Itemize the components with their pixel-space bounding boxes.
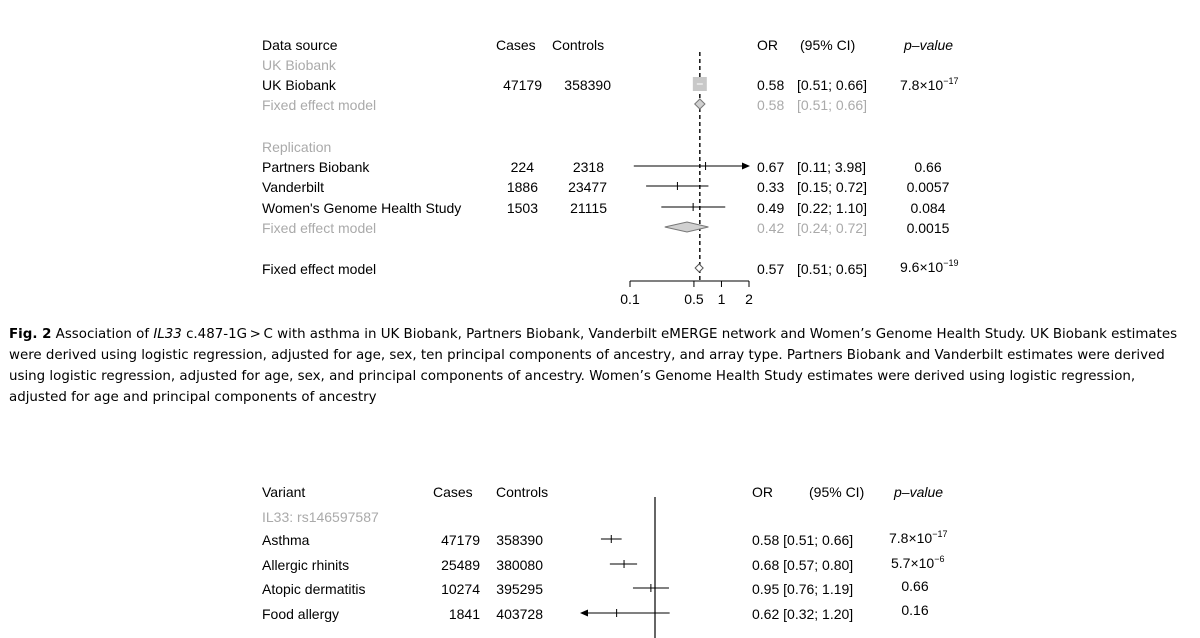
row-cases: 1503 [506,200,538,216]
header-cases: Cases [496,37,536,53]
row-p-value: $5.7\times 10^{-6}$ [891,554,945,571]
row-label: Fixed effect model [262,261,377,277]
summary-diamond [665,222,709,232]
row-p-value: $7.8\times 10^{-17}$ [889,529,948,546]
header-controls: Controls [552,37,605,53]
row-or: 0.33 [757,179,785,195]
caption-part1: Association of [55,327,150,342]
row-controls: 358390 [564,77,611,93]
row-controls: 21115 [570,200,607,216]
section-title-replication: Replication [262,139,332,155]
row-cases: 224 [510,159,534,175]
row-ci: [0.11; 3.98] [797,159,867,175]
row-cases: 10274 [441,581,480,597]
row-cases: 47179 [503,77,542,93]
row-label: Fixed effect model [262,220,377,236]
x-tick-label: 1 [717,291,726,307]
x-tick-label: 0.1 [620,291,640,307]
row-cases: 1841 [448,606,480,622]
row-cases: 47179 [441,532,480,548]
header-controls: Controls [496,484,549,500]
row-label: Allergic rhinits [262,557,350,573]
row-p-value: 0.66 [901,578,929,594]
summary-diamond [695,264,703,272]
row-ci: [0.15; 0.72] [797,179,868,195]
row-ci: [0.57; 0.80] [783,557,854,573]
caption-fig-label: Fig. 2 [9,327,52,342]
row-or: 0.58 [757,97,785,113]
row-p-value: 0.16 [901,602,929,618]
header-ci: (95% CI) [800,37,856,53]
row-or: 0.57 [757,261,785,277]
row-ci: [0.51; 0.66] [783,532,854,548]
row-or: 0.58 [752,532,780,548]
ci-arrow-right [742,163,750,170]
row-or: 0.68 [752,557,780,573]
row-p-value: 0.084 [910,200,946,216]
header-p-value: p–value [904,37,954,53]
row-p-value: 0.66 [914,159,942,175]
row-p-value: 0.0015 [906,220,950,236]
row-label: Vanderbilt [262,179,325,195]
caption-gene: IL33 [153,327,182,342]
x-tick-label: 2 [745,291,753,307]
section-title-il33: IL33: rs146597587 [262,509,379,525]
caption-part2: c.487-1G > C with asthma in UK Biobank, Partners Biobank, Vanderbilt eMERGE network and Women’s Genome Health Study. UK Biobank estimates were derived using logistic regression, adjusted for age, sex, ten principal components of ancestry, and array type. Partners Biobank and Vanderbilt estimates were derived using logistic regression, adjusted for age, sex, and principal components of ancestry. Women’s Genome Health Study estimates were derived using logistic regression, adjusted for age and principal components of ancestry [9,327,1178,405]
row-label: Fixed effect model [262,97,377,113]
row-p-value: $9.6\times 10^{-19}$ [900,258,959,275]
row-label: Partners Biobank [262,159,370,175]
summary-diamond [695,99,705,109]
row-controls: 358390 [496,532,543,548]
row-controls: 395295 [496,581,543,597]
ci-arrow-left [580,610,588,617]
header-cases: Cases [433,484,473,500]
row-controls: 403728 [496,606,543,622]
header-variant: Variant [262,484,306,500]
header-or: OR [757,37,778,53]
row-p-value: 0.0057 [906,179,950,195]
row-ci: [0.51; 0.66] [797,77,868,93]
row-label: Asthma [262,532,310,548]
row-ci: [0.24; 0.72] [797,220,868,236]
row-ci: [0.51; 0.65] [797,261,868,277]
row-ci: [0.51; 0.66] [797,97,868,113]
row-or: 0.95 [752,581,780,597]
row-cases: 25489 [441,557,480,573]
header-p-value: p–value [894,484,944,500]
row-ci: [0.22; 1.10] [797,200,868,216]
x-tick-label: 0.5 [684,291,704,307]
row-controls: 380080 [496,557,543,573]
row-label: Atopic dermatitis [262,581,366,597]
header-ci: (95% CI) [809,484,865,500]
row-controls: 2318 [572,159,604,175]
row-cases: 1886 [506,179,538,195]
header-data-source: Data source [262,37,338,53]
row-p-value: $7.8\times 10^{-17}$ [900,76,959,93]
row-label: Food allergy [262,606,340,622]
header-or: OR [752,484,773,500]
row-or: 0.42 [757,220,785,236]
row-label: Women's Genome Health Study [262,200,462,216]
row-or: 0.62 [752,606,780,622]
row-ci: [0.76; 1.19] [783,581,854,597]
section-title-uk-biobank: UK Biobank [262,57,336,73]
row-or: 0.58 [757,77,785,93]
row-controls: 23477 [568,179,607,195]
row-ci: [0.32; 1.20] [783,606,854,622]
row-or: 0.67 [757,159,785,175]
row-label: UK Biobank [262,77,336,93]
row-or: 0.49 [757,200,785,216]
